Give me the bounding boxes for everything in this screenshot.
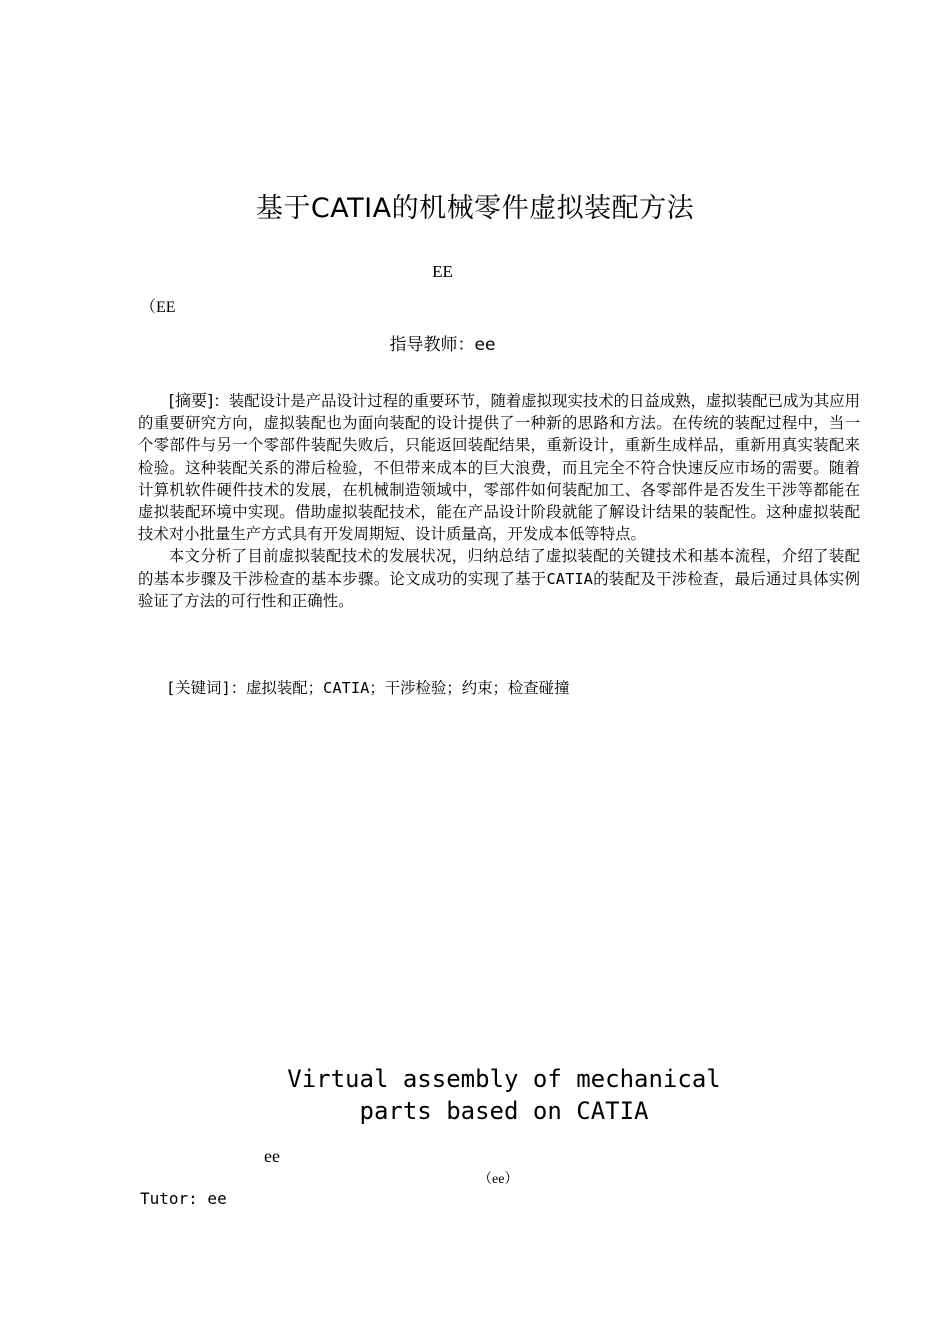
chinese-affiliation: （EE <box>140 299 176 316</box>
chinese-abstract <box>138 390 860 612</box>
english-title-line-1: Virtual assembly of mechanical <box>287 1065 721 1093</box>
abstract-paragraph-1-text: ：装配设计是产品设计过程的重要环节，随着虚拟现实技术的日益成熟，虚拟装配已成为其应用的重要研究方向，虚拟装配也为面向装配的设计提供了一种新的思路和方法。在传统的装配过程中，当一个零部件与另一个零部件装配失败后，只能返回装配结果，重新设计，重新生成样品，重新用真实装配来检验。这种装配关系的滞后检验，不但带来成本的巨大浪费，而且完全不符合快速反应市场的需要。随着计算机软件硬件技术的发展，在机械制造领域中，零部件如何装配加工、各零部件是否发生干涉等都能在虚拟装配环境中实现。借助虚拟装配技术，能在产品设计阶段就能了解设计结果的装配性。这种虚拟装配技术对小批量生产方式具有开发周期短、设计质量高，开发成本低等特点。 <box>138 392 860 544</box>
english-tutor: Tutor: ee <box>140 1189 227 1208</box>
abstract-paragraph-2: 本文分析了目前虚拟装配技术的发展状况，归纳总结了虚拟装配的关键技术和基本流程，介绍了装配的基本步骤及干涉检查的基本步骤。论文成功的实现了基于CATIA的装配及干涉检查，最后通过具体实例验证了方法的可行性和正确性。 <box>138 547 860 610</box>
chinese-advisor: 指导教师：ee <box>389 335 496 355</box>
abstract-paragraph-1 <box>138 390 860 545</box>
english-author: ee <box>264 1146 280 1166</box>
english-title-line-2: parts based on CATIA <box>359 1097 649 1125</box>
english-affiliation: （ee） <box>478 1172 519 1187</box>
chinese-keywords: [关键词]：虚拟装配；CATIA；干涉检验；约束；检查碰撞 <box>166 679 570 697</box>
abstract-label: [摘要] <box>168 391 214 410</box>
english-title <box>0 1063 950 1127</box>
chinese-title: 基于CATIA的机械零件虚拟装配方法 <box>255 193 695 224</box>
chinese-author: EE <box>432 262 453 281</box>
